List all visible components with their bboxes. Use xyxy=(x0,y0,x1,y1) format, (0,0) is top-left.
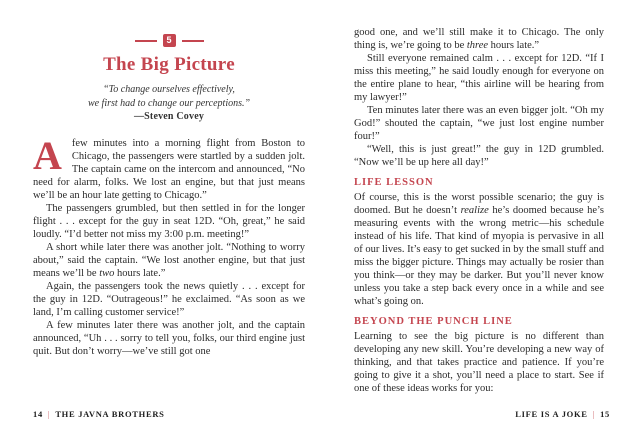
paragraph xyxy=(354,191,604,308)
ornament-rule-left xyxy=(135,40,157,42)
text-segment: A few minutes later there was another jolt, and the captain announced, “Uh . . . sorry to tell you, folks, our third engine just quit. But don’t worry—we’ve still got one xyxy=(33,319,305,357)
right-page-number: 15 xyxy=(600,409,610,419)
left-running-footer xyxy=(33,409,165,419)
paragraph xyxy=(33,280,305,319)
left-running-title: THE JAVNA BROTHERS xyxy=(55,409,165,419)
epigraph xyxy=(33,83,305,124)
text-segment: hours late.” xyxy=(114,267,166,279)
chapter-number-ornament xyxy=(33,34,305,47)
text-segment: The passengers grumbled, but then settled in for the longer flight . . . except for the guy in seat 12D. “Oh, great,” he said loudly. “I’d better not miss my 3:00 p.m. meeting!” xyxy=(33,202,305,240)
paragraph xyxy=(354,143,604,169)
epigraph-line-2: we first had to change our perceptions.” xyxy=(87,97,251,109)
text-segment: Again, the passengers took the news quietly . . . except for the guy in 12D. “Outrageous!” he exclaimed. “As soon as we land, I’m calling customer service!” xyxy=(33,280,305,318)
paragraph xyxy=(33,132,305,202)
paragraph xyxy=(33,319,305,358)
text-segment: few minutes into a morning flight from Boston to Chicago, the passengers were startled by a sudden jolt. The captain came on the intercom and announced, “No need for alarm, folks. We lost an engine, but that just means we’ll be an hour late getting to Chicago.” xyxy=(33,137,305,201)
paragraph xyxy=(354,52,604,104)
italic-text: three xyxy=(466,40,489,51)
drop-cap: A xyxy=(33,132,62,178)
text-segment: he’s doomed because he’s measuring events with the wrong metric—his schedule instead of his life. That kind of myopia is pervasive in all of our lives. It’s easy to get sucked in by the small stuff and miss the bigger picture. Things may actually be rosier than you think—or they may be darker. But you’ll never know unless you take a step back every once in a while and see what’s going on. xyxy=(354,205,605,307)
chapter-number-badge: 5 xyxy=(163,34,176,47)
text-segment: Ten minutes later there was an even bigger jolt. “Oh my God!” shouted the captain, “we just lost engine number four!” xyxy=(354,105,604,142)
epigraph-line-1: “To change ourselves effectively, xyxy=(103,84,235,95)
text-segment: A short while later there was another jolt. “Nothing to worry about,” said the captain. “We lost another engine, but that just means we’ll be xyxy=(33,241,305,279)
text-segment: Learning to see the big picture is no different than developing any new skill. You’re developing a new way of thinking, and that takes practice and patience. If you’re going to give it a shot, you’ll need a place to start. See if one of these ideas works for you: xyxy=(354,331,604,394)
chapter-header xyxy=(33,34,305,124)
text-segment: Of course, this is the worst possible scenario; the guy is doomed. But he doesn’t xyxy=(354,192,604,216)
text-segment: Still everyone remained calm . . . except for 12D. “If I miss this meeting,” he said loudly enough for everyone on the entire plane to hear, “this airline will be hearing from my lawyer!” xyxy=(354,53,604,103)
paragraph xyxy=(354,330,604,395)
text-segment: hours late.” xyxy=(488,40,540,51)
right-page xyxy=(320,0,640,441)
paragraph xyxy=(33,241,305,280)
left-footer-separator: | xyxy=(47,409,51,419)
left-page-body xyxy=(33,132,305,358)
section-heading: LIFE LESSON xyxy=(354,177,434,188)
right-page-body xyxy=(354,26,604,395)
paragraph xyxy=(354,104,604,143)
ornament-rule-right xyxy=(182,40,204,42)
right-running-title: LIFE IS A JOKE xyxy=(515,409,588,419)
paragraph xyxy=(354,26,604,52)
section-heading: BEYOND THE PUNCH LINE xyxy=(354,316,513,327)
right-footer-separator: | xyxy=(592,409,596,419)
left-page-number: 14 xyxy=(33,409,43,419)
italic-text: realize xyxy=(460,205,489,216)
italic-text: two xyxy=(99,267,115,279)
text-segment: “Well, this is just great!” the guy in 12D grumbled. “Now we’ll be up here all day!” xyxy=(354,144,604,168)
right-running-footer xyxy=(515,409,610,419)
text-segment: good one, and we’ll still make it to Chicago. The only thing is, we’re going to be xyxy=(354,27,604,51)
chapter-title: The Big Picture xyxy=(103,54,235,75)
paragraph xyxy=(33,202,305,241)
epigraph-attribution: —Steven Covey xyxy=(133,111,205,122)
